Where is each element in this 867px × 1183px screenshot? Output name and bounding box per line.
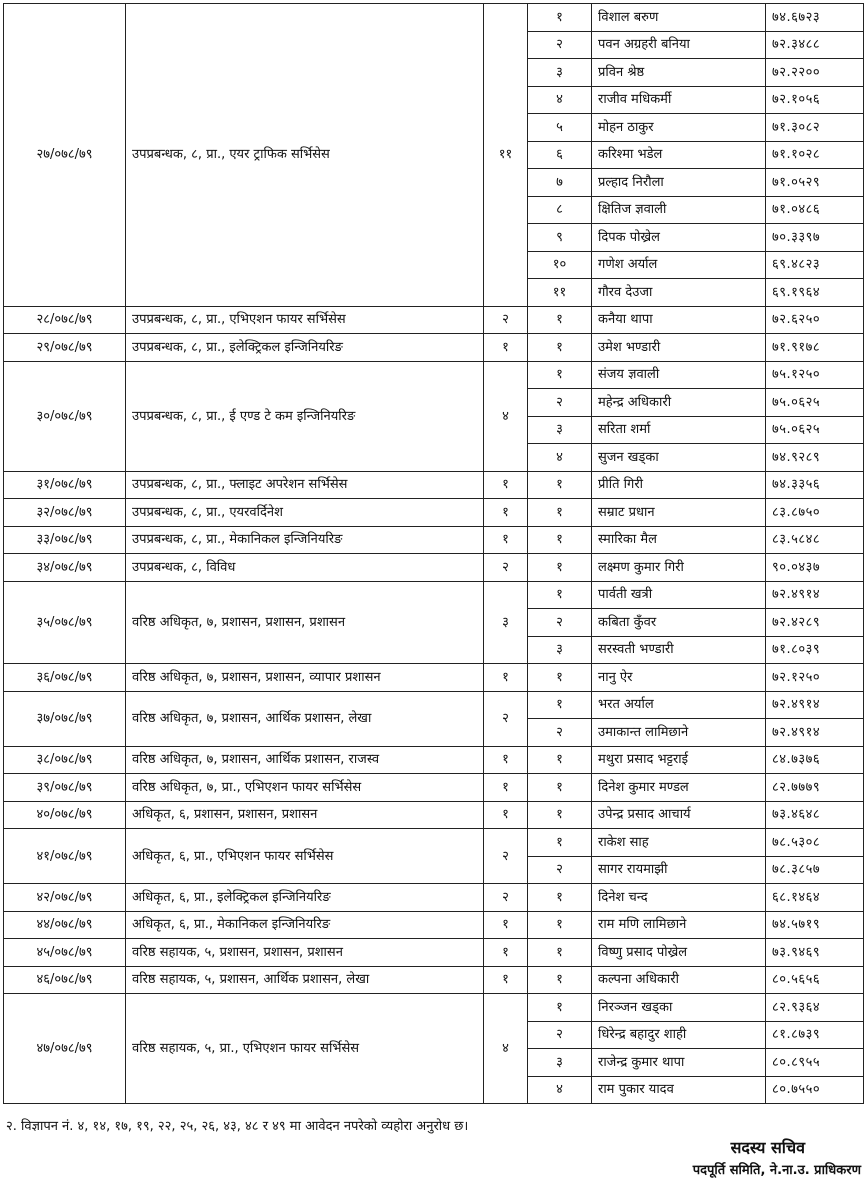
vacancy-count-cell: ११	[484, 4, 528, 307]
score-cell: ७२.३४८८	[766, 31, 864, 59]
candidate-name-cell: राम पुकार यादव	[592, 1076, 766, 1104]
candidate-name-cell: भरत अर्याल	[592, 691, 766, 719]
candidate-name-cell: प्रल्हाद निरौला	[592, 169, 766, 197]
rank-cell: १	[528, 746, 592, 774]
rank-cell: १	[528, 306, 592, 334]
vacancy-count-cell: २	[484, 691, 528, 746]
score-cell: ७२.४९१४	[766, 691, 864, 719]
score-cell: ८२.७७७९	[766, 774, 864, 802]
candidate-name-cell: दिनेश कुमार मण्डल	[592, 774, 766, 802]
rank-cell: १०	[528, 251, 592, 279]
score-cell: ८१.८७३९	[766, 1021, 864, 1049]
candidate-name-cell: स्मारिका मैल	[592, 526, 766, 554]
candidate-name-cell: कल्पना अधिकारी	[592, 966, 766, 994]
table-row	[4, 746, 864, 774]
ad-number-cell: ३१/०७८/७९	[4, 471, 126, 499]
rank-cell: २	[528, 609, 592, 637]
post-cell: उपप्रबन्धक, ८, प्रा., इलेक्ट्रिकल इन्जिनियरिङ	[126, 334, 484, 362]
post-cell: उपप्रबन्धक, ८, विविध	[126, 554, 484, 582]
candidate-name-cell: दिनेश चन्द	[592, 884, 766, 912]
candidate-name-cell: पार्वती खत्री	[592, 581, 766, 609]
candidate-name-cell: संजय ज्ञवाली	[592, 361, 766, 389]
post-cell: वरिष्ठ सहायक, ५, प्रशासन, प्रशासन, प्रशासन	[126, 939, 484, 967]
rank-cell: २	[528, 389, 592, 417]
candidate-name-cell: प्रीति गिरी	[592, 471, 766, 499]
table-row	[4, 911, 864, 939]
score-cell: ७१.०५२९	[766, 169, 864, 197]
table-row	[4, 361, 864, 389]
post-cell: उपप्रबन्धक, ८, प्रा., ई एण्ड टे कम इन्जिनियरिङ	[126, 361, 484, 471]
ad-number-cell: ४६/०७८/७९	[4, 966, 126, 994]
candidate-name-cell: लक्ष्मण कुमार गिरी	[592, 554, 766, 582]
ad-number-cell: ४५/०७८/७९	[4, 939, 126, 967]
table-row	[4, 939, 864, 967]
score-cell: ७२.४२८९	[766, 609, 864, 637]
rank-cell: १	[528, 691, 592, 719]
vacancy-count-cell: २	[484, 829, 528, 884]
post-cell: उपप्रबन्धक, ८, प्रा., मेकानिकल इन्जिनियरिङ	[126, 526, 484, 554]
score-cell: ७०.३३९७	[766, 224, 864, 252]
score-cell: ७५.०६२५	[766, 416, 864, 444]
post-cell: वरिष्ठ सहायक, ५, प्रशासन, आर्थिक प्रशासन, लेखा	[126, 966, 484, 994]
rank-cell: १	[528, 361, 592, 389]
candidate-name-cell: सरिता शर्मा	[592, 416, 766, 444]
rank-cell: ६	[528, 141, 592, 169]
rank-cell: २	[528, 31, 592, 59]
candidate-name-cell: राजीव मधिकर्मी	[592, 86, 766, 114]
score-cell: ९०.०४३७	[766, 554, 864, 582]
score-cell: ७३.९४६९	[766, 939, 864, 967]
vacancy-count-cell: १	[484, 801, 528, 829]
vacancy-count-cell: २	[484, 554, 528, 582]
score-cell: ७२.१२५०	[766, 664, 864, 692]
rank-cell: २	[528, 856, 592, 884]
vacancy-count-cell: ४	[484, 361, 528, 471]
rank-cell: ८	[528, 196, 592, 224]
vacancy-count-cell: १	[484, 471, 528, 499]
candidate-name-cell: गणेश अर्याल	[592, 251, 766, 279]
footer-note: २. विज्ञापन नं. ४, १४, १७, १९, २२, २५, २६, ४३, ४८ र ४९ मा आवेदन नपरेको व्यहोरा अनुरोध छ।	[6, 1119, 469, 1134]
rank-cell: ३	[528, 59, 592, 87]
vacancy-count-cell: १	[484, 911, 528, 939]
score-cell: ६९.१९६४	[766, 279, 864, 307]
rank-cell: १	[528, 526, 592, 554]
candidate-name-cell: पवन अग्रहरी बनिया	[592, 31, 766, 59]
candidate-name-cell: करिश्मा भडेल	[592, 141, 766, 169]
candidate-name-cell: राम मणि लामिछाने	[592, 911, 766, 939]
table-row	[4, 829, 864, 857]
vacancy-count-cell: १	[484, 746, 528, 774]
candidate-name-cell: कनैया थापा	[592, 306, 766, 334]
candidate-name-cell: विशाल बरुण	[592, 4, 766, 32]
table-row	[4, 884, 864, 912]
score-cell: ८०.८९५५	[766, 1049, 864, 1077]
ad-number-cell: ४७/०७८/७९	[4, 994, 126, 1104]
rank-cell: ११	[528, 279, 592, 307]
vacancy-count-cell: १	[484, 939, 528, 967]
table-row	[4, 691, 864, 719]
ad-number-cell: ४०/०७८/७९	[4, 801, 126, 829]
candidate-name-cell: क्षितिज ज्ञवाली	[592, 196, 766, 224]
candidate-name-cell: निरञ्जन खड्का	[592, 994, 766, 1022]
candidate-name-cell: सम्राट प्रधान	[592, 499, 766, 527]
score-cell: ७५.०६२५	[766, 389, 864, 417]
table-row	[4, 801, 864, 829]
ad-number-cell: २७/०७८/७९	[4, 4, 126, 307]
vacancy-count-cell: १	[484, 499, 528, 527]
score-cell: ७२.४९१४	[766, 719, 864, 747]
rank-cell: १	[528, 581, 592, 609]
table-row	[4, 664, 864, 692]
rank-cell: ३	[528, 1049, 592, 1077]
candidate-name-cell: कबिता कुँवर	[592, 609, 766, 637]
score-cell: ८४.७३७६	[766, 746, 864, 774]
ad-number-cell: ३५/०७८/७९	[4, 581, 126, 664]
rank-cell: ३	[528, 416, 592, 444]
rank-cell: १	[528, 994, 592, 1022]
rank-cell: १	[528, 801, 592, 829]
score-cell: ७१.१०२८	[766, 141, 864, 169]
score-cell: ६८.१४६४	[766, 884, 864, 912]
vacancy-count-cell: ४	[484, 994, 528, 1104]
post-cell: वरिष्ठ अधिकृत, ७, प्रशासन, प्रशासन, प्रशासन	[126, 581, 484, 664]
rank-cell: ४	[528, 1076, 592, 1104]
score-cell: ७२.२२००	[766, 59, 864, 87]
post-cell: अधिकृत, ६, प्रा., मेकानिकल इन्जिनियरिङ	[126, 911, 484, 939]
rank-cell: ९	[528, 224, 592, 252]
vacancy-count-cell: ३	[484, 581, 528, 664]
post-cell: उपप्रबन्धक, ८, प्रा., एयरवर्दिनेश	[126, 499, 484, 527]
candidate-name-cell: प्रविन श्रेष्ठ	[592, 59, 766, 87]
score-cell: ७५.१२५०	[766, 361, 864, 389]
rank-cell: १	[528, 4, 592, 32]
post-cell: वरिष्ठ अधिकृत, ७, प्रा., एभिएशन फायर सर्भिसेस	[126, 774, 484, 802]
vacancy-count-cell: १	[484, 526, 528, 554]
vacancy-count-cell: १	[484, 664, 528, 692]
rank-cell: ५	[528, 114, 592, 142]
ad-number-cell: ३३/०७८/७९	[4, 526, 126, 554]
ad-number-cell: ३८/०७८/७९	[4, 746, 126, 774]
candidate-name-cell: सरस्वती भण्डारी	[592, 636, 766, 664]
score-cell: ८०.५६५६	[766, 966, 864, 994]
table-row	[4, 526, 864, 554]
score-cell: ७८.५३०८	[766, 829, 864, 857]
post-cell: अधिकृत, ६, प्रशासन, प्रशासन, प्रशासन	[126, 801, 484, 829]
post-cell: वरिष्ठ अधिकृत, ७, प्रशासन, प्रशासन, व्यापार प्रशासन	[126, 664, 484, 692]
score-cell: ७१.८०३९	[766, 636, 864, 664]
rank-cell: १	[528, 829, 592, 857]
rank-cell: ३	[528, 636, 592, 664]
results-table	[3, 3, 864, 1104]
rank-cell: ७	[528, 169, 592, 197]
score-cell: ८३.५८४८	[766, 526, 864, 554]
rank-cell: ४	[528, 86, 592, 114]
ad-number-cell: २९/०७८/७९	[4, 334, 126, 362]
candidate-name-cell: महेन्द्र अधिकारी	[592, 389, 766, 417]
post-cell: उपप्रबन्धक, ८, प्रा., फ्लाइट अपरेशन सर्भिसेस	[126, 471, 484, 499]
table-row	[4, 306, 864, 334]
score-cell: ७१.०४८६	[766, 196, 864, 224]
post-cell: वरिष्ठ सहायक, ५, प्रा., एभिएशन फायर सर्भिसेस	[126, 994, 484, 1104]
candidate-name-cell: उपेन्द्र प्रसाद आचार्य	[592, 801, 766, 829]
ad-number-cell: ४४/०७८/७९	[4, 911, 126, 939]
table-row	[4, 471, 864, 499]
score-cell: ८२.९३६४	[766, 994, 864, 1022]
score-cell: ७४.६७२३	[766, 4, 864, 32]
score-cell: ८०.७५५०	[766, 1076, 864, 1104]
rank-cell: १	[528, 499, 592, 527]
score-cell: ७२.१०५६	[766, 86, 864, 114]
post-cell: अधिकृत, ६, प्रा., एभिएशन फायर सर्भिसेस	[126, 829, 484, 884]
vacancy-count-cell: १	[484, 334, 528, 362]
ad-number-cell: ३०/०७८/७९	[4, 361, 126, 471]
post-cell: वरिष्ठ अधिकृत, ७, प्रशासन, आर्थिक प्रशासन, लेखा	[126, 691, 484, 746]
ad-number-cell: ३९/०७८/७९	[4, 774, 126, 802]
candidate-name-cell: राकेश साह	[592, 829, 766, 857]
rank-cell: १	[528, 471, 592, 499]
table-row	[4, 581, 864, 609]
candidate-name-cell: सुजन खड्का	[592, 444, 766, 472]
rank-cell: १	[528, 334, 592, 362]
score-cell: ६९.४८२३	[766, 251, 864, 279]
score-cell: ७२.६२५०	[766, 306, 864, 334]
table-row	[4, 774, 864, 802]
table-row	[4, 966, 864, 994]
rank-cell: १	[528, 554, 592, 582]
rank-cell: २	[528, 1021, 592, 1049]
table-row	[4, 4, 864, 32]
candidate-name-cell: नानु ऐर	[592, 664, 766, 692]
score-cell: ७१.३०८२	[766, 114, 864, 142]
candidate-name-cell: सागर रायमाझी	[592, 856, 766, 884]
vacancy-count-cell: १	[484, 774, 528, 802]
score-cell: ७८.३८५७	[766, 856, 864, 884]
score-cell: ७४.३३५६	[766, 471, 864, 499]
vacancy-count-cell: २	[484, 306, 528, 334]
table-row	[4, 994, 864, 1022]
score-cell: ७४.५७१९	[766, 911, 864, 939]
rank-cell: १	[528, 664, 592, 692]
ad-number-cell: ४२/०७८/७९	[4, 884, 126, 912]
candidate-name-cell: राजेन्द्र कुमार थापा	[592, 1049, 766, 1077]
candidate-name-cell: मोहन ठाकुर	[592, 114, 766, 142]
candidate-name-cell: मथुरा प्रसाद भट्टराई	[592, 746, 766, 774]
post-cell: अधिकृत, ६, प्रा., इलेक्ट्रिकल इन्जिनियरिङ	[126, 884, 484, 912]
results-table-body	[4, 4, 864, 1104]
score-cell: ८३.८७५०	[766, 499, 864, 527]
post-cell: उपप्रबन्धक, ८, प्रा., एभिएशन फायर सर्भिसेस	[126, 306, 484, 334]
post-cell: वरिष्ठ अधिकृत, ७, प्रशासन, आर्थिक प्रशासन, राजस्व	[126, 746, 484, 774]
ad-number-cell: ३६/०७८/७९	[4, 664, 126, 692]
rank-cell: १	[528, 966, 592, 994]
candidate-name-cell: गौरव देउजा	[592, 279, 766, 307]
ad-number-cell: ४१/०७८/७९	[4, 829, 126, 884]
signature-title: सदस्य सचिव	[730, 1138, 805, 1157]
score-cell: ७४.९२८९	[766, 444, 864, 472]
ad-number-cell: २८/०७८/७९	[4, 306, 126, 334]
rank-cell: १	[528, 774, 592, 802]
vacancy-count-cell: २	[484, 884, 528, 912]
candidate-name-cell: धिरेन्द्र बहादुर शाही	[592, 1021, 766, 1049]
rank-cell: २	[528, 719, 592, 747]
table-row	[4, 334, 864, 362]
vacancy-count-cell: १	[484, 966, 528, 994]
score-cell: ७१.९१७८	[766, 334, 864, 362]
table-row	[4, 554, 864, 582]
signature-organization: पदपूर्ति समिति, ने.ना.उ. प्राधिकरण	[692, 1163, 861, 1178]
rank-cell: १	[528, 911, 592, 939]
post-cell: उपप्रबन्धक, ८, प्रा., एयर ट्राफिक सर्भिसेस	[126, 4, 484, 307]
score-cell: ७३.४६४८	[766, 801, 864, 829]
candidate-name-cell: दिपक पोख्रेल	[592, 224, 766, 252]
candidate-name-cell: उमाकान्त लामिछाने	[592, 719, 766, 747]
table-row	[4, 499, 864, 527]
rank-cell: १	[528, 884, 592, 912]
candidate-name-cell: उमेश भण्डारी	[592, 334, 766, 362]
rank-cell: १	[528, 939, 592, 967]
ad-number-cell: ३४/०७८/७९	[4, 554, 126, 582]
rank-cell: ४	[528, 444, 592, 472]
ad-number-cell: ३२/०७८/७९	[4, 499, 126, 527]
candidate-name-cell: विष्णु प्रसाद पोख्रेल	[592, 939, 766, 967]
ad-number-cell: ३७/०७८/७९	[4, 691, 126, 746]
score-cell: ७२.४९१४	[766, 581, 864, 609]
